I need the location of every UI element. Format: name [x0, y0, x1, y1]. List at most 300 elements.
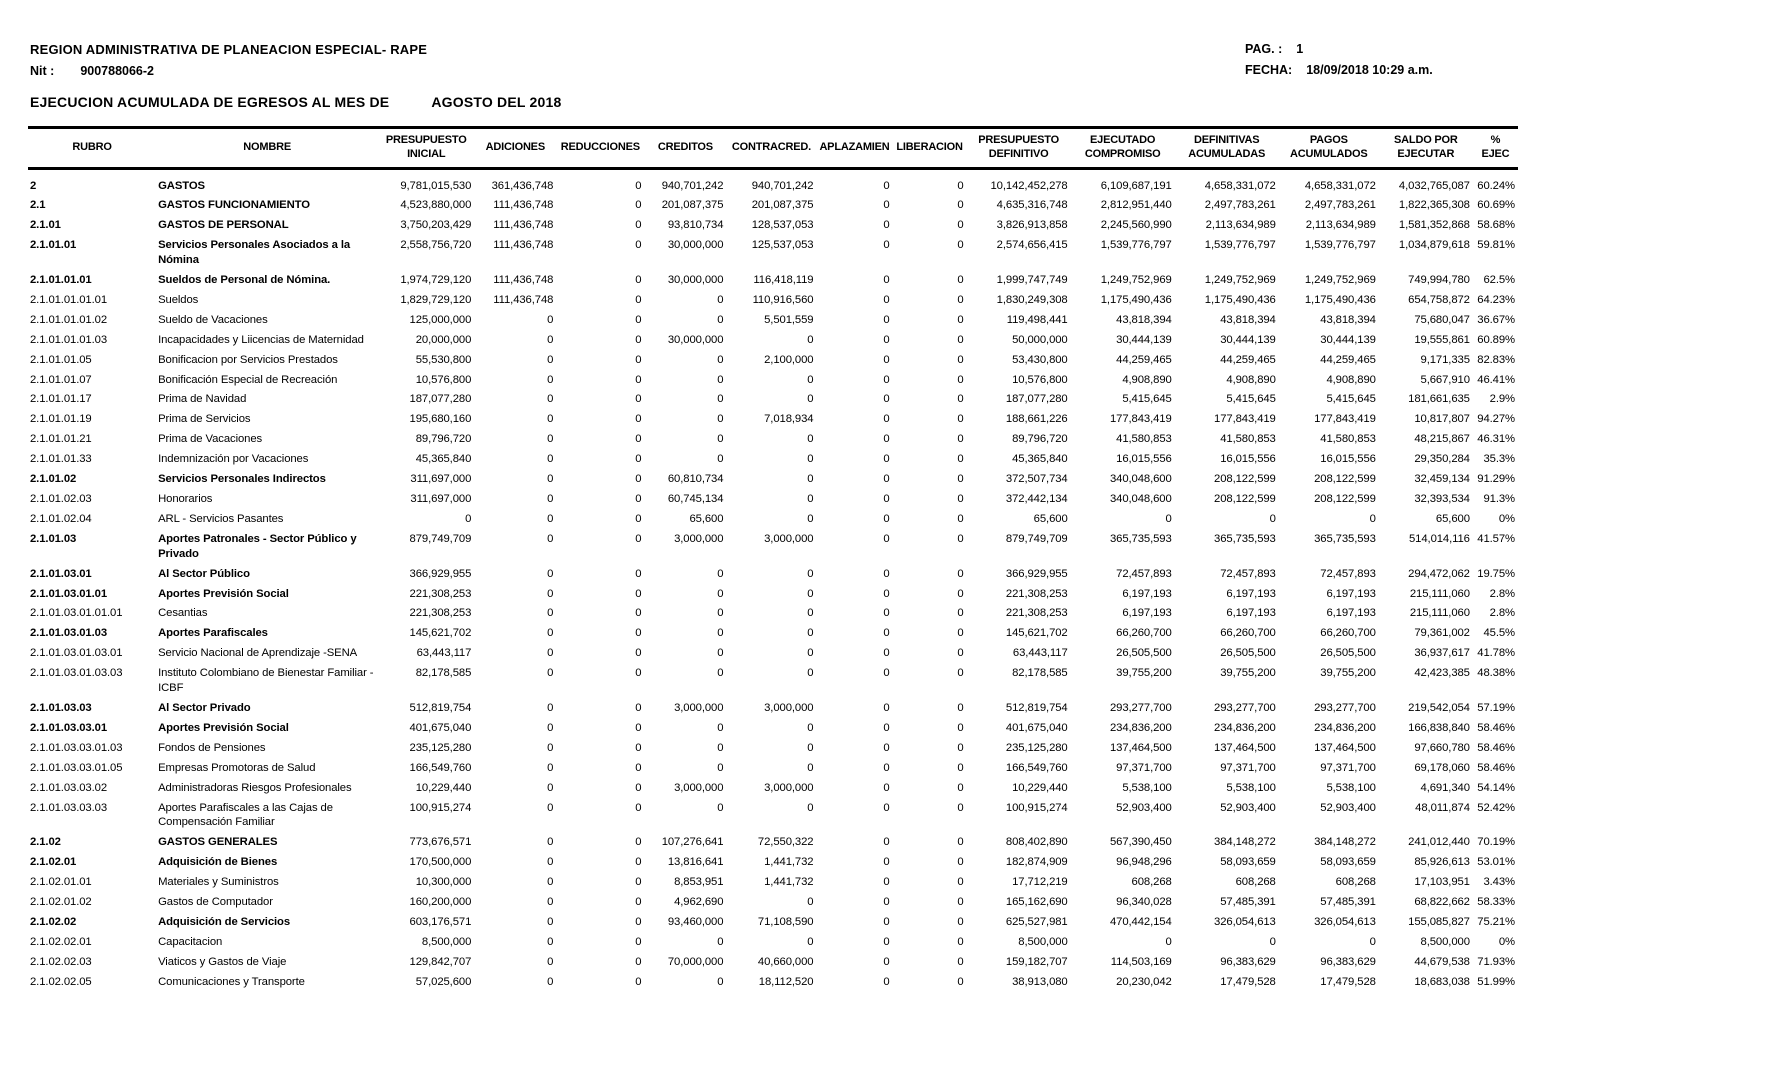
cell-value: 30,000,000	[667, 333, 724, 346]
cell-value: 2,100,000	[764, 353, 814, 366]
cell-value: 773,676,571	[409, 836, 472, 849]
cell-value: 208,122,599	[1314, 493, 1376, 505]
cell-value: 326,054,613	[1314, 915, 1376, 928]
cell-rubro: 2.1.01.01.21	[30, 433, 92, 446]
cell-value: 0	[883, 567, 890, 580]
cell-value: 58.46%	[1477, 721, 1515, 734]
table-header	[28, 128, 1518, 169]
cell-nombre: Aportes Previsión Social	[158, 587, 289, 600]
cell-value: 0	[717, 587, 724, 600]
page-label: PAG. :	[1245, 42, 1283, 56]
cell-value: 512,819,754	[409, 701, 472, 714]
cell-value: 10,300,000	[415, 876, 472, 889]
table-row	[28, 389, 1518, 409]
cell-value: 1,249,752,969	[1304, 274, 1376, 287]
cell-value: 13,816,641	[667, 856, 724, 869]
cell-value: 97,371,700	[1220, 761, 1276, 774]
cell-value: 0	[957, 627, 964, 640]
cell-rubro: 2.1.01	[30, 219, 61, 232]
cell-value: 17,712,219	[1012, 876, 1068, 889]
cell-value: 235,125,280	[1005, 741, 1068, 754]
cell-value: 0	[547, 836, 554, 849]
cell-value: 62.5%	[1483, 274, 1515, 287]
cell-value: 50,000,000	[1012, 333, 1068, 346]
cell-rubro: 2.1.02.02.03	[30, 955, 92, 968]
table-row	[28, 758, 1518, 778]
cell-value: 75,680,047	[1414, 313, 1470, 326]
cell-value: 2.8%	[1489, 607, 1515, 620]
cell-value: 125,537,053	[751, 239, 814, 252]
table-row	[28, 168, 1518, 195]
cell-value: 401,675,040	[409, 721, 472, 734]
cell-value: 1,175,490,436	[1304, 293, 1376, 306]
cell-nombre: Adquisición de Bienes	[158, 856, 278, 869]
cell-value: 0	[547, 313, 554, 326]
cell-value: 0	[547, 433, 554, 446]
cell-value: 608,268	[1131, 876, 1172, 889]
cell-value: 54.14%	[1477, 781, 1515, 794]
cell-value: 58,093,659	[1220, 856, 1276, 869]
cell-value: 879,749,709	[409, 532, 472, 545]
cell-value: 72,550,322	[757, 836, 814, 849]
cell-nombre: Bonificación Especial de Recreación	[158, 373, 338, 386]
cell-rubro: 2.1.01.02.04	[30, 512, 92, 525]
cell-value: 30,444,139	[1320, 333, 1376, 346]
cell-value: 2,497,783,261	[1204, 199, 1276, 212]
cell-value: 71,108,590	[757, 915, 814, 928]
cell-value: 66,260,700	[1320, 627, 1376, 640]
cell-value: 0	[957, 219, 964, 232]
cell-value: 5,667,910	[1420, 373, 1470, 386]
cell-value: 0	[883, 801, 890, 814]
cell-value: 0	[883, 473, 890, 486]
cell-value: 0	[635, 179, 642, 192]
cell-value: 0	[635, 876, 642, 889]
cell-value: 0	[807, 935, 814, 948]
cell-value: 32,393,534	[1414, 493, 1470, 505]
cell-value: 0	[635, 353, 642, 366]
cell-value: 365,735,593	[1109, 532, 1172, 545]
cell-value: 166,549,760	[409, 761, 472, 774]
cell-value: 366,929,955	[409, 567, 472, 580]
cell-value: 0	[717, 761, 724, 774]
table-row	[28, 290, 1518, 310]
cell-value: 221,308,253	[1005, 587, 1068, 600]
cell-value: 10,142,452,278	[990, 179, 1068, 192]
cell-value: 0	[957, 333, 964, 346]
cell-value: 3,000,000	[674, 781, 724, 794]
cell-value: 0	[635, 393, 642, 406]
cell-value: 0	[957, 274, 964, 287]
cell-value: 0	[635, 647, 642, 660]
column-header: PAGOS ACUMULADOS	[1279, 128, 1379, 169]
cell-value: 0	[957, 512, 964, 525]
cell-value: 10,229,440	[415, 781, 472, 794]
cell-value: 166,549,760	[1005, 761, 1068, 774]
cell-value: 0	[883, 313, 890, 326]
cell-value: 0	[883, 532, 890, 545]
cell-value: 0	[807, 373, 814, 386]
cell-value: 0	[957, 701, 964, 714]
cell-value: 0	[635, 413, 642, 426]
cell-value: 44,259,465	[1116, 353, 1172, 366]
cell-value: 195,680,160	[409, 413, 472, 426]
cell-value: 43,818,394	[1116, 313, 1172, 326]
cell-value: 0	[807, 393, 814, 406]
page-number: 1	[1296, 42, 1304, 56]
cell-nombre: Administradoras Riesgos Profesionales	[158, 781, 352, 794]
cell-value: 39,755,200	[1116, 667, 1172, 680]
column-header: EJECUTADO COMPROMISO	[1071, 128, 1175, 169]
table-row	[28, 350, 1518, 370]
cell-value: 5,415,645	[1122, 393, 1172, 406]
cell-value: 94.27%	[1477, 413, 1515, 426]
cell-value: 16,015,556	[1116, 453, 1172, 466]
table-row	[28, 643, 1518, 663]
cell-value: 9,781,015,530	[400, 179, 472, 192]
company-name: REGION ADMINISTRATIVA DE PLANEACION ESPECIAL- RAPE	[30, 42, 428, 57]
cell-value: 72,457,893	[1220, 567, 1276, 580]
cell-value: 165,162,690	[1005, 896, 1068, 909]
cell-value: 110,916,560	[752, 293, 814, 306]
cell-value: 0	[635, 473, 642, 486]
cell-value: 326,054,613	[1214, 915, 1276, 928]
cell-value: 16,015,556	[1320, 453, 1376, 466]
cell-value: 69,178,060	[1414, 761, 1470, 774]
cell-value: 17,103,951	[1414, 876, 1470, 889]
cell-value: 654,758,872	[1408, 293, 1470, 306]
cell-value: 0	[717, 413, 724, 426]
cell-value: 293,277,700	[1214, 701, 1276, 714]
table-row	[28, 489, 1518, 509]
cell-nombre: Cesantias	[158, 607, 208, 620]
cell-value: 0	[957, 975, 964, 988]
cell-value: 4,908,890	[1226, 373, 1276, 386]
cell-value: 10,229,440	[1012, 781, 1068, 794]
cell-value: 4,691,340	[1420, 781, 1470, 794]
cell-value: 48,215,867	[1414, 433, 1470, 446]
document-header	[30, 42, 1762, 110]
table-row	[28, 698, 1518, 718]
cell-value: 208,122,599	[1214, 493, 1276, 505]
table-row	[28, 529, 1518, 564]
cell-value: 0	[957, 313, 964, 326]
column-header: CREDITOS	[644, 128, 726, 169]
nit-label: Nit :	[30, 64, 55, 78]
cell-value: 0	[883, 274, 890, 287]
cell-value: 160,200,000	[409, 896, 472, 909]
cell-value: 48,011,874	[1415, 801, 1470, 814]
cell-value: 65,600	[689, 512, 724, 525]
cell-value: 4,658,331,072	[1204, 179, 1276, 192]
cell-value: 30,000,000	[667, 274, 724, 287]
cell-value: 0	[883, 856, 890, 869]
cell-value: 26,505,500	[1116, 647, 1172, 660]
cell-value: 177,843,419	[1109, 413, 1172, 426]
cell-value: 0	[635, 532, 642, 545]
cell-value: 128,537,053	[751, 219, 814, 232]
cell-value: 0%	[1498, 935, 1515, 948]
cell-value: 60.24%	[1477, 179, 1515, 192]
cell-value: 68,822,662	[1414, 896, 1470, 909]
cell-value: 0	[717, 721, 724, 734]
cell-value: 0	[547, 701, 554, 714]
table-row	[28, 509, 1518, 529]
cell-value: 60,810,734	[667, 473, 724, 486]
cell-value: 0	[635, 955, 642, 968]
cell-value: 215,111,060	[1409, 607, 1470, 620]
cell-value: 0	[883, 721, 890, 734]
cell-value: 10,576,800	[1012, 373, 1068, 386]
cell-value: 51.99%	[1477, 975, 1515, 988]
cell-value: 5,415,645	[1226, 393, 1276, 406]
cell-rubro: 2.1.02.02	[30, 915, 77, 928]
cell-value: 0	[635, 701, 642, 714]
cell-value: 0	[957, 667, 964, 680]
cell-value: 6,197,193	[1122, 607, 1172, 620]
cell-value: 0	[957, 473, 964, 486]
cell-value: 3,000,000	[764, 532, 814, 545]
cell-nombre: Aportes Patronales - Sector Público y Privado	[158, 532, 357, 560]
table-row	[28, 718, 1518, 738]
cell-value: 79,361,002	[1414, 627, 1470, 640]
cell-value: 72,457,893	[1320, 567, 1376, 580]
cell-value: 66,260,700	[1116, 627, 1172, 640]
cell-value: 125,000,000	[409, 313, 472, 326]
cell-nombre: GASTOS FUNCIONAMIENTO	[158, 199, 310, 212]
cell-value: 96,383,629	[1220, 955, 1276, 968]
cell-value: 97,371,700	[1320, 761, 1376, 774]
cell-value: 0	[807, 721, 814, 734]
cell-value: 52,903,400	[1220, 801, 1276, 814]
column-header: % EJEC	[1473, 128, 1518, 169]
cell-nombre: GASTOS DE PERSONAL	[158, 219, 289, 232]
cell-value: 6,197,193	[1326, 607, 1376, 620]
cell-value: 0	[635, 856, 642, 869]
cell-rubro: 2.1.01.02.03	[30, 493, 92, 505]
cell-value: 2.9%	[1489, 393, 1515, 406]
cell-value: 0	[547, 393, 554, 406]
cell-value: 208,122,599	[1314, 473, 1376, 486]
cell-rubro: 2.1.01.03.03.01.05	[30, 761, 123, 774]
cell-value: 0	[635, 607, 642, 620]
cell-value: 57.19%	[1477, 701, 1515, 714]
cell-value: 0	[547, 915, 554, 928]
cell-rubro: 2.1.02.01.01	[30, 876, 92, 889]
cell-value: 293,277,700	[1109, 701, 1172, 714]
cell-value: 65,600	[1435, 512, 1470, 525]
table-row	[28, 235, 1518, 270]
cell-value: 3,000,000	[764, 701, 814, 714]
cell-value: 361,436,748	[491, 179, 554, 192]
cell-value: 0	[717, 313, 724, 326]
table-row	[28, 409, 1518, 429]
cell-value: 0	[883, 761, 890, 774]
cell-value: 0	[465, 512, 472, 525]
cell-value: 0	[883, 607, 890, 620]
cell-value: 0	[883, 915, 890, 928]
cell-value: 0	[717, 975, 724, 988]
cell-value: 0	[547, 493, 554, 505]
cell-value: 1,539,776,797	[1204, 239, 1276, 252]
cell-value: 0	[717, 935, 724, 948]
cell-value: 82,178,585	[415, 667, 472, 680]
cell-value: 0	[883, 647, 890, 660]
cell-value: 0	[547, 876, 554, 889]
table-row	[28, 778, 1518, 798]
cell-value: 0	[635, 721, 642, 734]
cell-value: 235,125,280	[409, 741, 472, 754]
cell-value: 44,259,465	[1220, 353, 1276, 366]
cell-value: 0	[957, 761, 964, 774]
cell-value: 0	[547, 721, 554, 734]
cell-value: 46.31%	[1477, 433, 1515, 446]
table-row	[28, 623, 1518, 643]
cell-value: 0	[807, 627, 814, 640]
cell-value: 0	[883, 353, 890, 366]
cell-value: 6,197,193	[1326, 587, 1376, 600]
cell-value: 294,472,062	[1408, 567, 1470, 580]
cell-value: 372,507,734	[1005, 473, 1068, 486]
cell-rubro: 2.1.01.01	[30, 239, 77, 252]
cell-value: 2,558,756,720	[400, 239, 472, 252]
cell-rubro: 2.1.01.03.01.03	[30, 627, 108, 640]
cell-value: 241,012,440	[1408, 836, 1470, 849]
cell-value: 5,501,559	[764, 313, 814, 326]
cell-nombre: Fondos de Pensiones	[158, 741, 266, 754]
cell-value: 91.29%	[1477, 473, 1515, 486]
table-row	[28, 564, 1518, 584]
cell-value: 0	[635, 915, 642, 928]
cell-value: 234,836,200	[1109, 721, 1172, 734]
cell-value: 0	[547, 607, 554, 620]
table-body	[28, 168, 1518, 992]
cell-value: 0	[717, 293, 724, 306]
cell-value: 0	[717, 801, 724, 814]
cell-value: 0	[547, 896, 554, 909]
cell-nombre: ARL - Servicios Pasantes	[158, 512, 284, 525]
cell-value: 100,915,274	[1005, 801, 1068, 814]
cell-value: 5,538,100	[1326, 781, 1376, 794]
cell-nombre: Incapacidades y Liicencias de Maternidad	[158, 333, 364, 346]
cell-value: 512,819,754	[1005, 701, 1068, 714]
cell-rubro: 2.1.01.03.03.02	[30, 781, 108, 794]
cell-nombre: Prima de Vacaciones	[158, 433, 263, 446]
cell-value: 0	[547, 667, 554, 680]
table-row	[28, 892, 1518, 912]
page-info-block	[1245, 42, 1433, 84]
cell-value: 6,197,193	[1226, 587, 1276, 600]
cell-value: 0	[883, 453, 890, 466]
cell-value: 215,111,060	[1409, 587, 1470, 600]
cell-value: 0	[635, 761, 642, 774]
cell-value: 114,503,169	[1110, 955, 1172, 968]
cell-rubro: 2.1.02.01.02	[30, 896, 92, 909]
cell-value: 384,148,272	[1214, 836, 1276, 849]
cell-value: 384,148,272	[1314, 836, 1376, 849]
cell-value: 0	[635, 935, 642, 948]
cell-value: 137,464,500	[1214, 741, 1276, 754]
cell-value: 0	[883, 219, 890, 232]
cell-value: 608,268	[1335, 876, 1376, 889]
cell-value: 0	[717, 647, 724, 660]
cell-nombre: Sueldos	[158, 293, 199, 306]
cell-value: 5,538,100	[1226, 781, 1276, 794]
cell-value: 5,415,645	[1326, 393, 1376, 406]
cell-value: 0	[807, 333, 814, 346]
cell-value: 188,661,226	[1005, 413, 1068, 426]
cell-rubro: 2.1.02.02.05	[30, 975, 92, 988]
cell-value: 66,260,700	[1220, 627, 1276, 640]
table-row	[28, 872, 1518, 892]
cell-value: 0	[1369, 512, 1376, 525]
cell-value: 0	[957, 239, 964, 252]
cell-value: 1,822,365,308	[1398, 199, 1470, 212]
cell-value: 63,443,117	[1012, 647, 1068, 660]
cell-nombre: Prima de Navidad	[158, 393, 247, 406]
cell-value: 0	[957, 179, 964, 192]
cell-nombre: Instituto Colombiano de Bienestar Familiar -ICBF	[158, 667, 374, 695]
cell-value: 18,112,520	[758, 975, 814, 988]
cell-value: 41.57%	[1477, 532, 1515, 545]
cell-value: 201,087,375	[661, 199, 724, 212]
cell-value: 0	[1165, 512, 1172, 525]
cell-nombre: Sueldo de Vacaciones	[158, 313, 268, 326]
cell-value: 366,929,955	[1005, 567, 1068, 580]
cell-nombre: Viaticos y Gastos de Viaje	[158, 955, 287, 968]
cell-value: 0	[883, 627, 890, 640]
cell-value: 32,459,134	[1414, 473, 1470, 486]
cell-value: 0	[807, 801, 814, 814]
cell-value: 0	[635, 453, 642, 466]
cell-value: 0	[807, 433, 814, 446]
cell-rubro: 2.1.02.02.01	[30, 935, 92, 948]
cell-value: 41.78%	[1477, 647, 1515, 660]
cell-value: 0	[717, 567, 724, 580]
cell-value: 58.46%	[1477, 741, 1515, 754]
cell-value: 5,538,100	[1122, 781, 1172, 794]
table-row	[28, 195, 1518, 215]
cell-value: 0	[883, 333, 890, 346]
cell-value: 3,000,000	[764, 781, 814, 794]
table-row	[28, 584, 1518, 604]
column-header: CONTRACRED.	[726, 128, 816, 169]
cell-value: 35.3%	[1483, 453, 1515, 466]
cell-value: 1,581,352,868	[1398, 219, 1470, 232]
date-value: 18/09/2018 10:29 a.m.	[1306, 63, 1433, 77]
cell-value: 0	[635, 896, 642, 909]
cell-value: 0	[957, 587, 964, 600]
cell-value: 40,660,000	[757, 955, 814, 968]
cell-nombre: Servicios Personales Indirectos	[158, 473, 326, 486]
cell-value: 58.46%	[1477, 761, 1515, 774]
cell-value: 39,755,200	[1320, 667, 1376, 680]
cell-value: 0	[547, 647, 554, 660]
cell-rubro: 2.1.01.03.01.01.01	[30, 607, 123, 620]
cell-value: 1,441,732	[764, 856, 814, 869]
report-title-text: EJECUCION ACUMULADA DE EGRESOS AL MES DE	[30, 94, 390, 110]
cell-value: 129,842,707	[409, 955, 472, 968]
cell-value: 1,999,747,749	[996, 274, 1068, 287]
cell-value: 0	[1269, 512, 1276, 525]
cell-value: 6,109,687,191	[1100, 179, 1172, 192]
cell-value: 44,259,465	[1320, 353, 1376, 366]
cell-value: 43,818,394	[1320, 313, 1376, 326]
cell-value: 0	[957, 955, 964, 968]
cell-value: 221,308,253	[1005, 607, 1068, 620]
column-header: ADICIONES	[474, 128, 556, 169]
cell-value: 41,580,853	[1320, 433, 1376, 446]
